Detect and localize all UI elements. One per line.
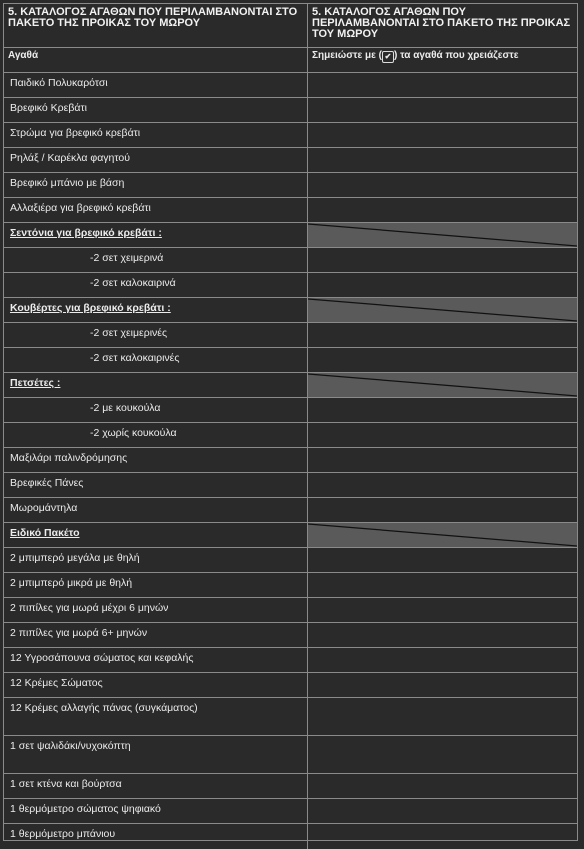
item-name-cell [4, 623, 308, 647]
table-row [4, 774, 577, 799]
item-name-cell [4, 673, 308, 697]
check-cell[interactable] [308, 148, 577, 172]
item-name-cell [4, 423, 308, 447]
group-label: Σεντόνια για βρεφικό κρεβάτι : [10, 227, 162, 239]
item-name-cell [4, 348, 308, 372]
diagonal-strike-icon [308, 523, 577, 547]
item-name-cell [4, 73, 308, 97]
header-col2-cell [308, 48, 577, 72]
item-name-cell [4, 736, 308, 773]
checkmark-icon: ✔ [382, 51, 394, 63]
header-title-cell-left [4, 4, 308, 47]
check-cell[interactable] [308, 73, 577, 97]
header-title-right: 5. ΚΑΤΑΛΟΓΟΣ ΑΓΑΘΩΝ ΠΟΥ ΠΕΡΙΛΑΜΒΑΝΟΝΤΑΙ ΣΤΟ ΠΑΚΕΤΟ ΤΗΣ ΠΡΟΙΚΑΣ ΤΟΥ ΜΩΡΟΥ [312, 6, 571, 40]
item-label: Παιδικό Πολυκαρότσι [10, 77, 108, 89]
table-row [4, 398, 577, 423]
item-name-cell [4, 548, 308, 572]
item-label: 2 μπιμπερό μεγάλα με θηλή [10, 552, 140, 564]
item-label: -2 σετ καλοκαιρινά [90, 277, 176, 289]
item-label: -2 σετ χειμερινές [90, 327, 168, 339]
item-label: 2 πιπίλες για μωρά μέχρι 6 μηνών [10, 602, 169, 614]
item-label: Στρώμα για βρεφικό κρεβάτι [10, 127, 141, 139]
table-row [4, 498, 577, 523]
item-name-cell [4, 98, 308, 122]
item-name-cell [4, 123, 308, 147]
diagonal-strike-icon [308, 223, 577, 247]
table-row [4, 448, 577, 473]
check-cell[interactable] [308, 573, 577, 597]
item-name-cell [4, 223, 308, 247]
checklist-table [3, 3, 578, 841]
item-label: 2 μπιμπερό μικρά με θηλή [10, 577, 133, 589]
table-row [4, 198, 577, 223]
item-label: -2 χωρίς κουκούλα [90, 427, 177, 439]
check-column-label-before: Σημειώστε με ( [312, 50, 382, 61]
item-label: -2 με κουκούλα [90, 402, 161, 414]
check-cell[interactable] [308, 473, 577, 497]
item-name-cell [4, 598, 308, 622]
check-cell[interactable] [308, 173, 577, 197]
check-cell[interactable] [308, 598, 577, 622]
item-label: 12 Κρέμες Σώματος [10, 677, 103, 689]
check-cell[interactable] [308, 548, 577, 572]
table-row [4, 473, 577, 498]
diagonal-strike-icon [308, 373, 577, 397]
table-row [4, 373, 577, 398]
item-label: 12 Κρέμες αλλαγής πάνας (συγκάματος) [10, 702, 198, 714]
check-cell[interactable] [308, 248, 577, 272]
table-row [4, 648, 577, 673]
table-row [4, 423, 577, 448]
item-label: -2 σετ καλοκαιρινές [90, 352, 180, 364]
check-cell[interactable] [308, 799, 577, 823]
table-row [4, 698, 577, 736]
header-columns-row [4, 48, 577, 73]
table-row [4, 799, 577, 824]
check-cell[interactable] [308, 423, 577, 447]
table-row [4, 223, 577, 248]
item-name-cell [4, 273, 308, 297]
check-cell[interactable] [308, 123, 577, 147]
item-name-cell [4, 398, 308, 422]
check-cell[interactable] [308, 198, 577, 222]
group-label: Πετσέτες : [10, 377, 61, 389]
header-col1-cell [4, 48, 308, 72]
table-row [4, 123, 577, 148]
item-label: 2 πιπίλες για μωρά 6+ μηνών [10, 627, 148, 639]
item-name-cell [4, 448, 308, 472]
item-label: 1 θερμόμετρο μπάνιου [10, 828, 116, 840]
item-name-cell [4, 373, 308, 397]
table-row [4, 323, 577, 348]
check-cell[interactable] [308, 623, 577, 647]
item-label: Ρηλάξ / Καρέκλα φαγητού [10, 152, 130, 164]
item-name-cell [4, 473, 308, 497]
item-name-cell [4, 248, 308, 272]
item-label: Βρεφικές Πάνες [10, 477, 84, 489]
check-cell[interactable] [308, 398, 577, 422]
table-row [4, 298, 577, 323]
item-name-cell [4, 173, 308, 197]
table-row [4, 273, 577, 298]
check-column-label-after: ) τα αγαθά που χρειάζεστε [394, 50, 519, 61]
table-row [4, 673, 577, 698]
check-cell[interactable] [308, 448, 577, 472]
diagonal-strike-icon [308, 298, 577, 322]
check-cell[interactable] [308, 498, 577, 522]
goods-column-label: Αγαθά [8, 50, 39, 61]
item-name-cell [4, 774, 308, 798]
item-name-cell [4, 298, 308, 322]
table-row [4, 173, 577, 198]
table-row [4, 548, 577, 573]
header-title-row [4, 4, 577, 48]
item-label: Αλλαξιέρα για βρεφικό κρεβάτι [10, 202, 151, 214]
check-cell[interactable] [308, 323, 577, 347]
table-row [4, 98, 577, 123]
table-row [4, 248, 577, 273]
check-cell[interactable] [308, 648, 577, 672]
table-row [4, 148, 577, 173]
table-row [4, 348, 577, 373]
table-row [4, 736, 577, 774]
table-row [4, 598, 577, 623]
check-cell[interactable] [308, 348, 577, 372]
header-title-left: 5. ΚΑΤΑΛΟΓΟΣ ΑΓΑΘΩΝ ΠΟΥ ΠΕΡΙΛΑΜΒΑΝΟΝΤΑΙ ΣΤΟ ΠΑΚΕΤΟ ΤΗΣ ΠΡΟΙΚΑΣ ΤΟΥ ΜΩΡΟΥ [8, 6, 298, 29]
check-cell[interactable] [308, 98, 577, 122]
item-name-cell [4, 498, 308, 522]
header-title-cell-right [308, 4, 577, 47]
disabled-check-cell [308, 223, 577, 247]
item-label: 12 Υγροσάπουνα σώματος και κεφαλής [10, 652, 194, 664]
check-cell[interactable] [308, 824, 577, 849]
table-row [4, 824, 577, 849]
item-name-cell [4, 323, 308, 347]
item-label: Βρεφικό Κρεβάτι [10, 102, 87, 114]
item-name-cell [4, 799, 308, 823]
item-label: 1 θερμόμετρο σώματος ψηφιακό [10, 803, 161, 815]
check-cell[interactable] [308, 698, 577, 735]
item-name-cell [4, 148, 308, 172]
item-label: 1 σετ ψαλιδάκι/νυχοκόπτη [10, 740, 131, 752]
group-label: Κουβέρτες για βρεφικό κρεβάτι : [10, 302, 171, 314]
item-name-cell [4, 648, 308, 672]
item-name-cell [4, 573, 308, 597]
item-name-cell [4, 523, 308, 547]
item-name-cell [4, 698, 308, 735]
item-label: Μωρομάντηλα [10, 502, 78, 514]
item-label: Βρεφικό μπάνιο με βάση [10, 177, 125, 189]
table-row [4, 523, 577, 548]
table-row [4, 623, 577, 648]
item-name-cell [4, 824, 308, 849]
disabled-check-cell [308, 298, 577, 322]
table-row [4, 573, 577, 598]
table-row [4, 73, 577, 98]
check-cell[interactable] [308, 273, 577, 297]
check-cell[interactable] [308, 774, 577, 798]
check-column-label [312, 50, 519, 63]
disabled-check-cell [308, 373, 577, 397]
item-label: 1 σετ κτένα και βούρτσα [10, 778, 122, 790]
item-label: Μαξιλάρι παλινδρόμησης [10, 452, 128, 464]
group-label: Ειδικό Πακέτο [10, 527, 80, 539]
item-name-cell [4, 198, 308, 222]
disabled-check-cell [308, 523, 577, 547]
item-label: -2 σετ χειμερινά [90, 252, 164, 264]
check-cell[interactable] [308, 736, 577, 773]
check-cell[interactable] [308, 673, 577, 697]
